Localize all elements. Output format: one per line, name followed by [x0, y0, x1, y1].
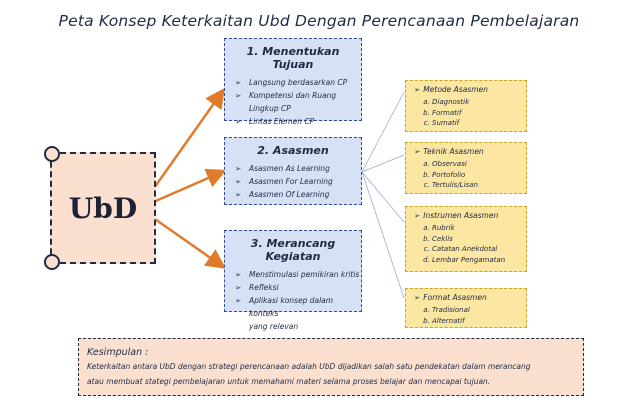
- link-metode: [362, 92, 404, 172]
- list-item: ➢ Aplikasi konsep dalam konteks: [235, 296, 334, 318]
- box-heading: ➢ Teknik Asasmen: [414, 147, 484, 156]
- list-item: a. Observasi: [432, 159, 520, 170]
- list-item: ➢ Refleksi: [235, 283, 279, 292]
- list-item: c. Sumatif: [432, 118, 520, 129]
- conclusion-heading: Kesimpulan :: [87, 347, 149, 358]
- box-merancang-kegiatan: [224, 230, 362, 331]
- list-item: d. Lembar Pengamatan: [432, 255, 520, 266]
- list-item: Lingkup CP: [249, 104, 291, 113]
- conclusion-line-2: atau membuat stategi pembelajaran untuk memahami materi selama proses belajar dan mencapai tujuan.: [87, 377, 491, 386]
- box-heading: 2. Asasmen: [257, 144, 329, 157]
- scroll-curl-bottom: [44, 254, 60, 270]
- box-metode-asasmen: [405, 80, 527, 132]
- list-item: a. Rubrik: [432, 223, 520, 234]
- scroll-curl-top: [44, 146, 60, 162]
- page-title: Peta Konsep Keterkaitan Ubd Dengan Perencanaan Pembelajaran: [58, 12, 580, 30]
- list-item: b. Formatif: [432, 108, 520, 119]
- list-item: ➢ Asasmen For Learning: [235, 177, 333, 186]
- box-asasmen: [224, 137, 362, 205]
- link-format: [362, 172, 404, 298]
- list-item: b. Portofolio: [432, 170, 520, 181]
- ubd-center-box: [50, 152, 156, 264]
- conclusion-line-1: Keterkaitan antara UbD dengan strategi perencanaan adalah UbD dijadikan salah satu pendekatan dalam merancang: [87, 362, 531, 371]
- list-item: a. Tradisional: [432, 305, 520, 316]
- box-format-asasmen: [405, 288, 527, 328]
- list-item: c. Catatan Anekdotal: [432, 244, 520, 255]
- list-item: b. Ceklis: [432, 234, 520, 245]
- list-item: ➢ Lintas Elemen CP: [235, 117, 315, 126]
- box-heading: ➢ Instrumen Asasmen: [414, 211, 499, 220]
- conclusion-box: [78, 338, 584, 396]
- box-instrumen-asasmen: [405, 206, 527, 272]
- link-instrumen: [362, 172, 404, 222]
- list-item: ➢ Langsung berdasarkan CP: [235, 78, 348, 87]
- list-item: ➢ Menstimulasi pemikiran kritis: [235, 270, 360, 279]
- box-heading: ➢ Metode Asasmen: [414, 85, 488, 94]
- box-heading: 1. Menentukan Tujuan: [246, 45, 340, 71]
- list-item: ➢ Asasmen As Learning: [235, 164, 330, 173]
- list-item: ➢ Asasmen Of Learning: [235, 190, 330, 199]
- list-item: c. Tertulis/Lisan: [432, 180, 520, 191]
- list-item: a. Diagnostik: [432, 97, 520, 108]
- box-heading: ➢ Format Asasmen: [414, 293, 487, 302]
- link-teknik: [362, 155, 404, 172]
- list-item: ➢ Kompetensi dan Ruang: [235, 91, 337, 100]
- list-item: b. Alternatif: [432, 316, 520, 327]
- ubd-label: UbD: [68, 191, 138, 225]
- box-menentukan-tujuan: [224, 38, 362, 126]
- list-item: yang relevan: [249, 322, 299, 331]
- box-teknik-asasmen: [405, 142, 527, 194]
- box-heading: 3. Merancang Kegiatan: [250, 237, 336, 263]
